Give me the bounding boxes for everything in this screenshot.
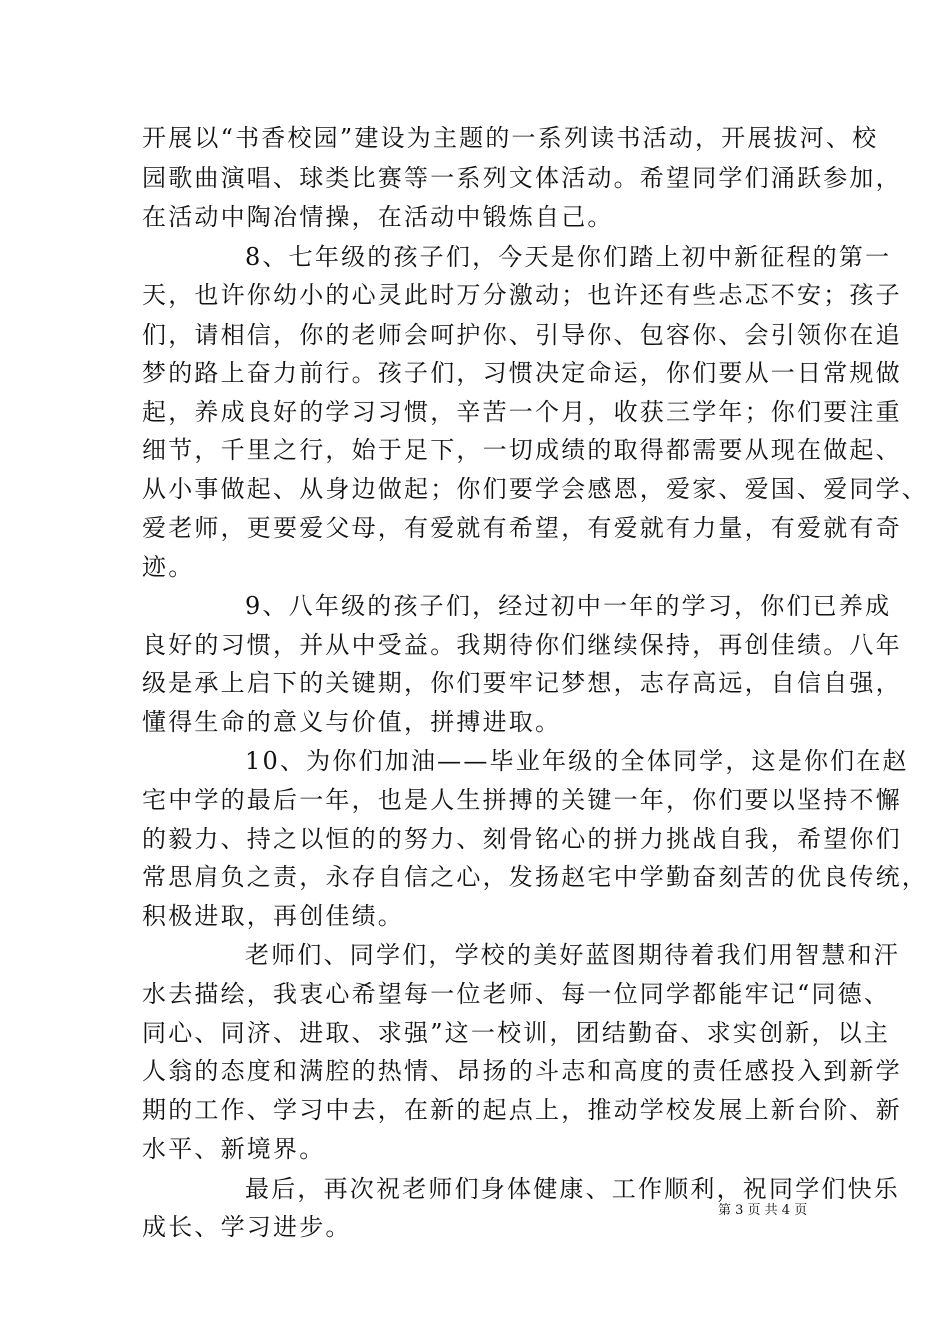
text-line: 期的工作、学习中去，在新的起点上，推动学校发展上新台阶、新 — [142, 1096, 902, 1124]
text-line: 同心、同济、进取、求强”这一校训，团结勤奋、求实创新，以主 — [142, 1019, 891, 1047]
text-line: 懂得生命的意义与价值，拼搏进取。 — [142, 708, 562, 736]
text-line: 梦的路上奋力前行。孩子们，习惯决定命运，你们要从一日常规做 — [142, 359, 902, 387]
paragraph-first-line: 9、八年级的孩子们，经过初中一年的学习，你们已养成 — [245, 592, 892, 620]
paragraph-first-line: 10、为你们加油——毕业年级的全体同学，这是你们在赵 — [245, 747, 909, 775]
text-line: 人翁的态度和满腔的热情、昂扬的斗志和高度的责任感投入到新学 — [142, 1057, 902, 1085]
text-line: 积极进取，再创佳绩。 — [142, 902, 404, 930]
paragraph-first-line: 8、七年级的孩子们，今天是你们踏上初中新征程的第一 — [245, 243, 892, 271]
text-line: 细节，千里之行，始于足下，一切成绩的取得都需要从现在做起、 — [142, 436, 902, 464]
text-line: 从小事做起、从身边做起；你们要学会感恩，爱家、爱国、爱同学、 — [142, 475, 928, 503]
page-number-footer: 第 3 页 共 4 页 — [718, 1203, 808, 1218]
text-line: 水平、新境界。 — [142, 1135, 326, 1163]
text-line: 迹。 — [142, 553, 195, 581]
text-line: 宅中学的最后一年，也是人生拼搏的关键一年，你们要以坚持不懈 — [142, 786, 902, 814]
text-line: 们，请相信，你的老师会呵护你、引导你、包容你、会引领你在追 — [142, 321, 902, 349]
text-line: 的毅力、持之以恒的的努力、刻骨铭心的拼力挑战自我，希望你们 — [142, 825, 902, 853]
text-line: 良好的习惯，并从中受益。我期待你们继续保持，再创佳绩。八年 — [142, 631, 902, 659]
text-line: 常思肩负之责，永存自信之心，发扬赵宅中学勤奋刻苦的优良传统， — [142, 863, 928, 891]
text-line: 水去描绘，我衷心希望每一位老师、每一位同学都能牢记“同德、 — [142, 980, 891, 1008]
text-line: 级是承上启下的关键期，你们要牢记梦想，志存高远，自信自强， — [142, 669, 902, 697]
text-line: 园歌曲演唱、球类比赛等一系列文体活动。希望同学们涌跃参加， — [142, 164, 902, 192]
text-line: 爱老师，更要爱父母，有爱就有希望，有爱就有力量，有爱就有奇 — [142, 514, 902, 542]
text-line: 开展以“书香校园”建设为主题的一系列读书活动，开展拔河、校 — [142, 124, 879, 152]
text-line: 成长、学习进步。 — [142, 1213, 352, 1241]
text-line: 在活动中陶冶情操，在活动中锻炼自己。 — [142, 203, 614, 231]
text-line: 天，也许你幼小的心灵此时万分激动；也许还有些忐忑不安；孩子 — [142, 281, 902, 309]
paragraph-first-line: 最后，再次祝老师们身体健康、工作顺利，祝同学们快乐 — [245, 1175, 900, 1203]
text-line: 起，养成良好的学习习惯，辛苦一个月，收获三学年；你们要注重 — [142, 398, 902, 426]
paragraph-first-line: 老师们、同学们，学校的美好蓝图期待着我们用智慧和汗 — [245, 941, 900, 969]
